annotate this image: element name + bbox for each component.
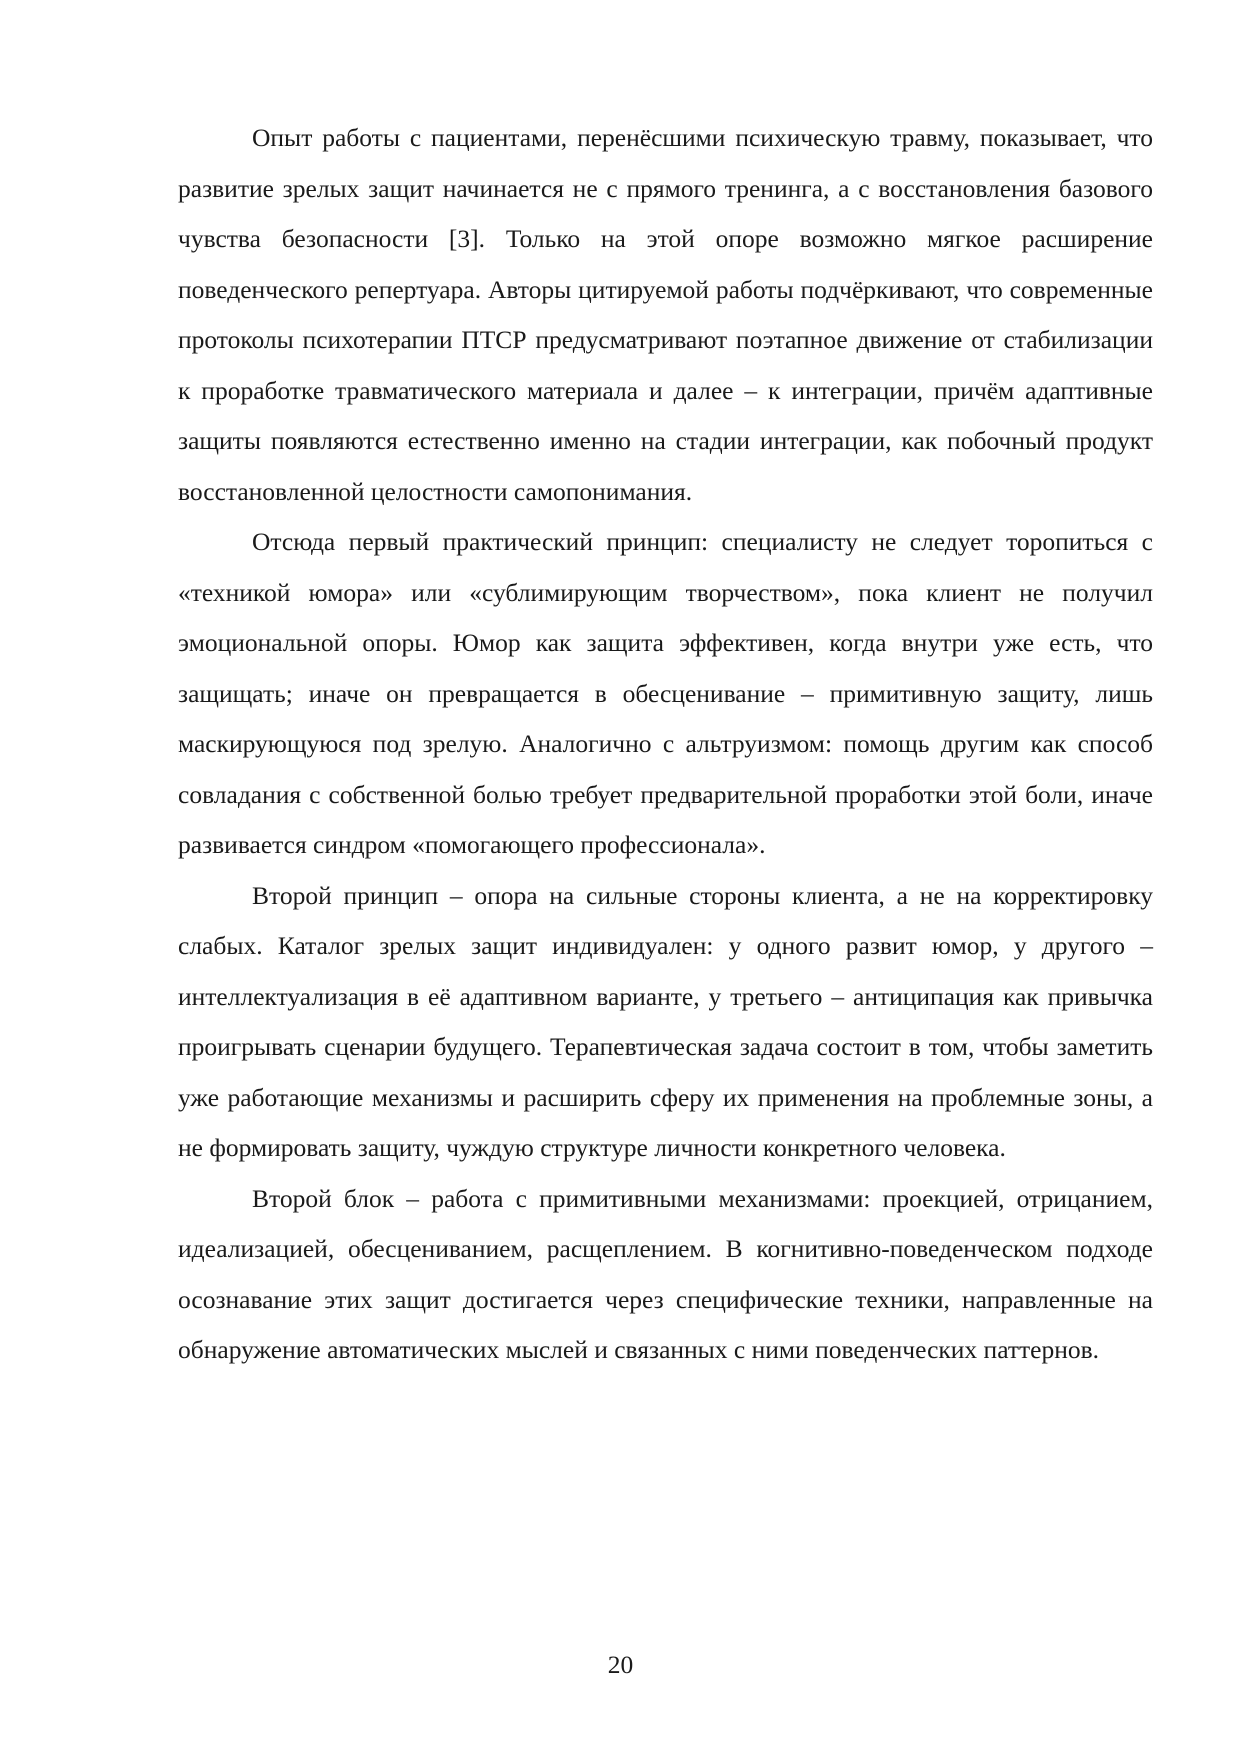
body-text [178, 113, 1153, 1376]
paragraph-2: Отсюда первый практический принцип: специалисту не следует торопиться с «техникой юмора» или «сублимирующим творчеством», пока клиент не получил эмоциональной опоры. Юмор как защита эффективен, когда внутри уже есть, что защищать; иначе он превращается в обесценивание – примитивную защиту, лишь маскирующуюся под зрелую. Аналогично с альтруизмом: помощь другим как способ совладания с собственной болью требует предварительной проработки этой боли, иначе развивается синдром «помогающего профессионала». [178, 527, 1153, 859]
paragraph-4: Второй блок – работа с примитивными механизмами: проекцией, отрицанием, идеализацией, обесцениванием, расщеплением. В когнитивно-поведенческом подходе осознавание этих защит достигается через специфические техники, направленные на обнаружение автоматических мыслей и связанных с ними поведенческих паттернов. [178, 1183, 1153, 1364]
paragraph-1: Опыт работы с пациентами, перенёсшими психическую травму, показывает, что развитие зрелых защит начинается не с прямого тренинга, а с восстановления базового чувства безопасности [3]. Только на этой опоре возможно мягкое расширение поведенческого репертуара. Авторы цитируемой работы подчёркивают, что современные протоколы психотерапии ПТСР предусматривают поэтапное движение от стабилизации к проработке травматического материала и далее – к интеграции, причём адаптивные защиты появляются естественно именно на стадии интеграции, как побочный продукт восстановленной целостности самопонимания. [178, 123, 1153, 506]
page-number: 20 [607, 1650, 634, 1679]
paragraph-3: Второй принцип – опора на сильные стороны клиента, а не на корректировку слабых. Каталог зрелых защит индивидуален: у одного развит юмор, у другого – интеллектуализация в её адаптивном варианте, у третьего – антиципация как привычка проигрывать сценарии будущего. Терапевтическая задача состоит в том, чтобы заметить уже работающие механизмы и расширить сферу их применения на проблемные зоны, а не формировать защиту, чуждую структуре личности конкретного человека. [178, 880, 1153, 1162]
